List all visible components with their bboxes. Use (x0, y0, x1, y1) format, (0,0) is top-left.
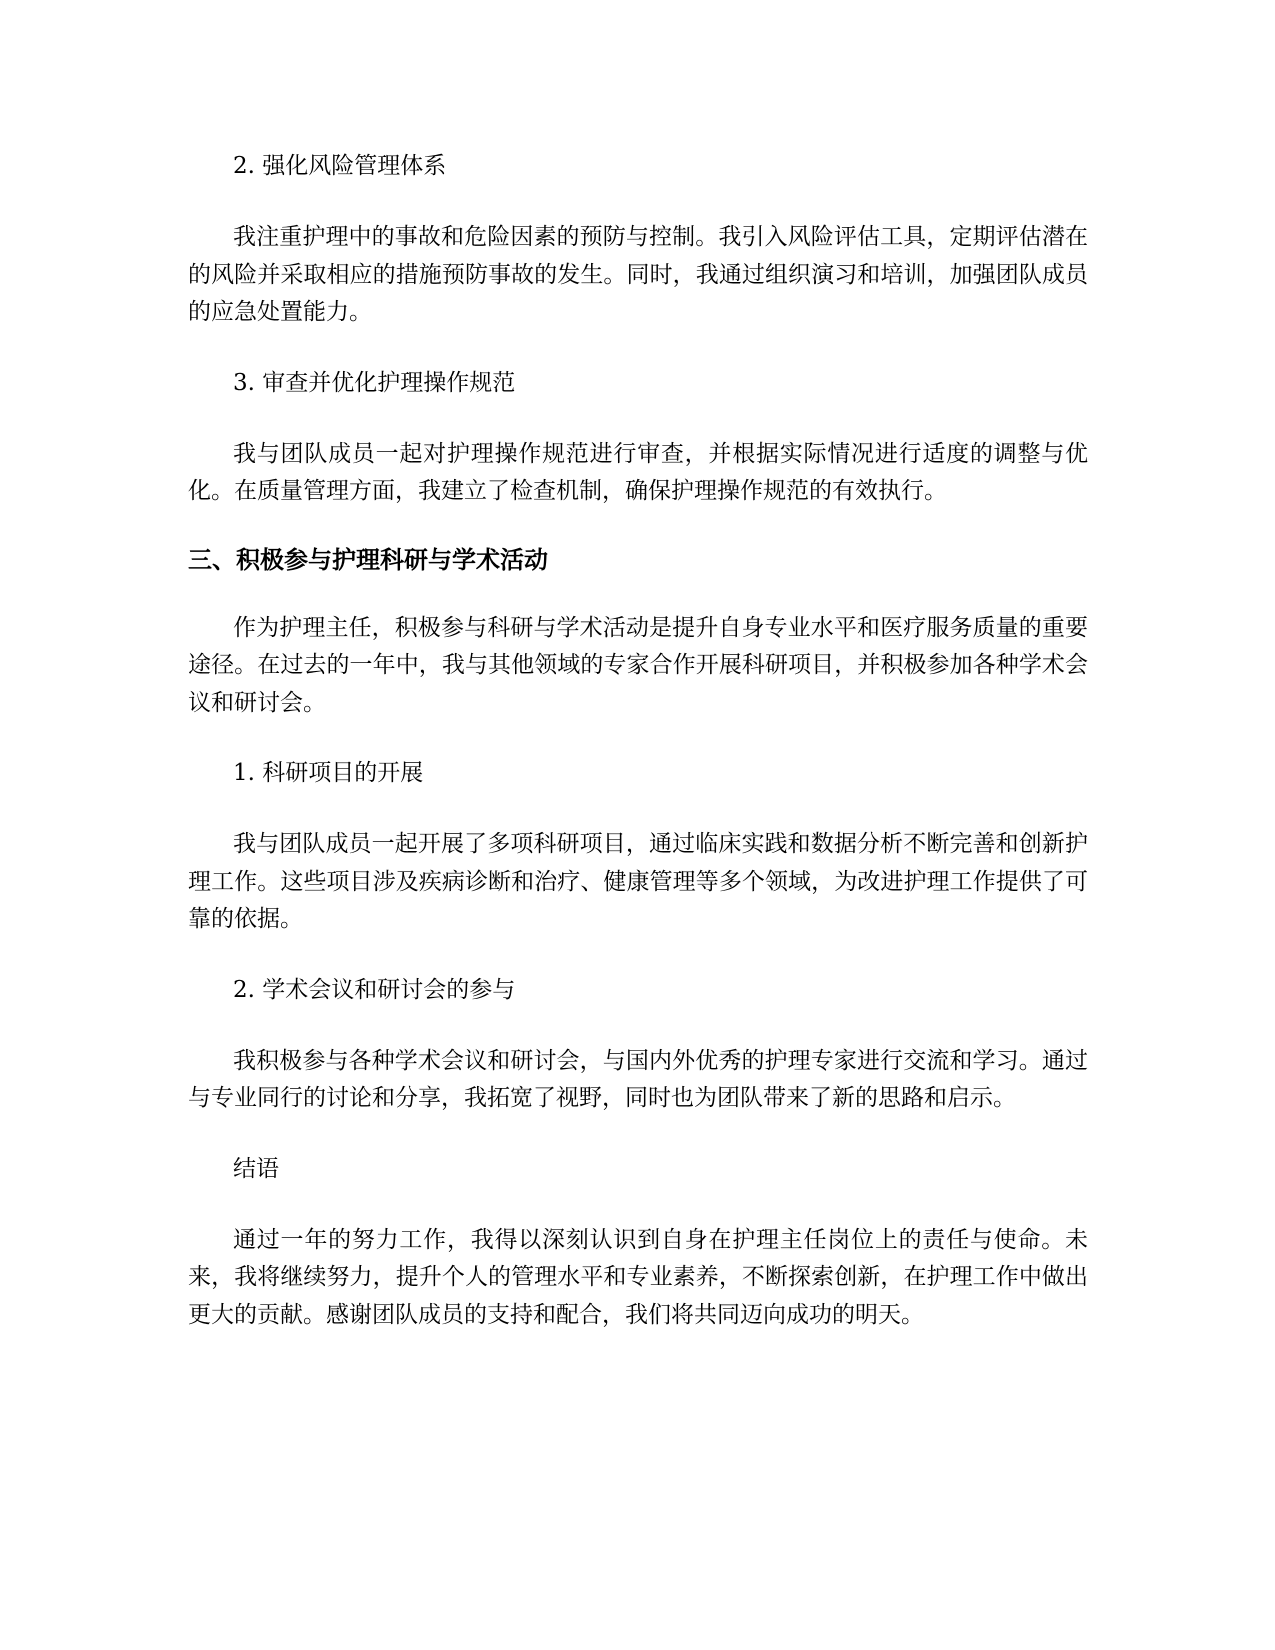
subheading-risk-management: 2. 强化风险管理体系 (233, 153, 447, 179)
paragraph-risk-management: 我注重护理中的事故和危险因素的预防与控制。我引入风险评估工具，定期评估潜在的风险并采取相应的措施预防事故的发生。同时，我通过组织演习和培训，加强团队成员的应急处置能力。 (188, 224, 1088, 325)
paragraph-research-intro: 作为护理主任，积极参与科研与学术活动是提升自身专业水平和医疗服务质量的重要途径。在过去的一年中，我与其他领域的专家合作开展科研项目，并积极参加各种学术会议和研讨会。 (188, 614, 1088, 716)
paragraph-operation-standards: 我与团队成员一起对护理操作规范进行审查，并根据实际情况进行适度的调整与优化。在质量管理方面，我建立了检查机制，确保护理操作规范的有效执行。 (188, 440, 1088, 504)
subheading-research-projects: 1. 科研项目的开展 (233, 760, 424, 786)
paragraph-research-projects: 我与团队成员一起开展了多项科研项目，通过临床实践和数据分析不断完善和创新护理工作。这些项目涉及疾病诊断和治疗、健康管理等多个领域，为改进护理工作提供了可靠的依据。 (188, 831, 1088, 932)
subheading-academic-conferences: 2. 学术会议和研讨会的参与 (233, 976, 516, 1003)
paragraph-conclusion: 通过一年的努力工作，我得以深刻认识到自身在护理主任岗位上的责任与使命。未来，我将继续努力，提升个人的管理水平和专业素养，不断探索创新，在护理工作中做出更大的贡献。感谢团队成员的支持和配合，我们将共同迈向成功的明天。 (188, 1226, 1088, 1328)
subheading-conclusion: 结语 (233, 1155, 279, 1182)
subheading-operation-standards: 3. 审查并优化护理操作规范 (233, 369, 516, 396)
document-body (188, 148, 1088, 1367)
section-title-research: 三、积极参与护理科研与学术活动 (188, 545, 548, 574)
paragraph-academic-conferences: 我积极参与各种学术会议和研讨会，与国内外优秀的护理专家进行交流和学习。通过与专业同行的讨论和分享，我拓宽了视野，同时也为团队带来了新的思路和启示。 (188, 1047, 1088, 1111)
